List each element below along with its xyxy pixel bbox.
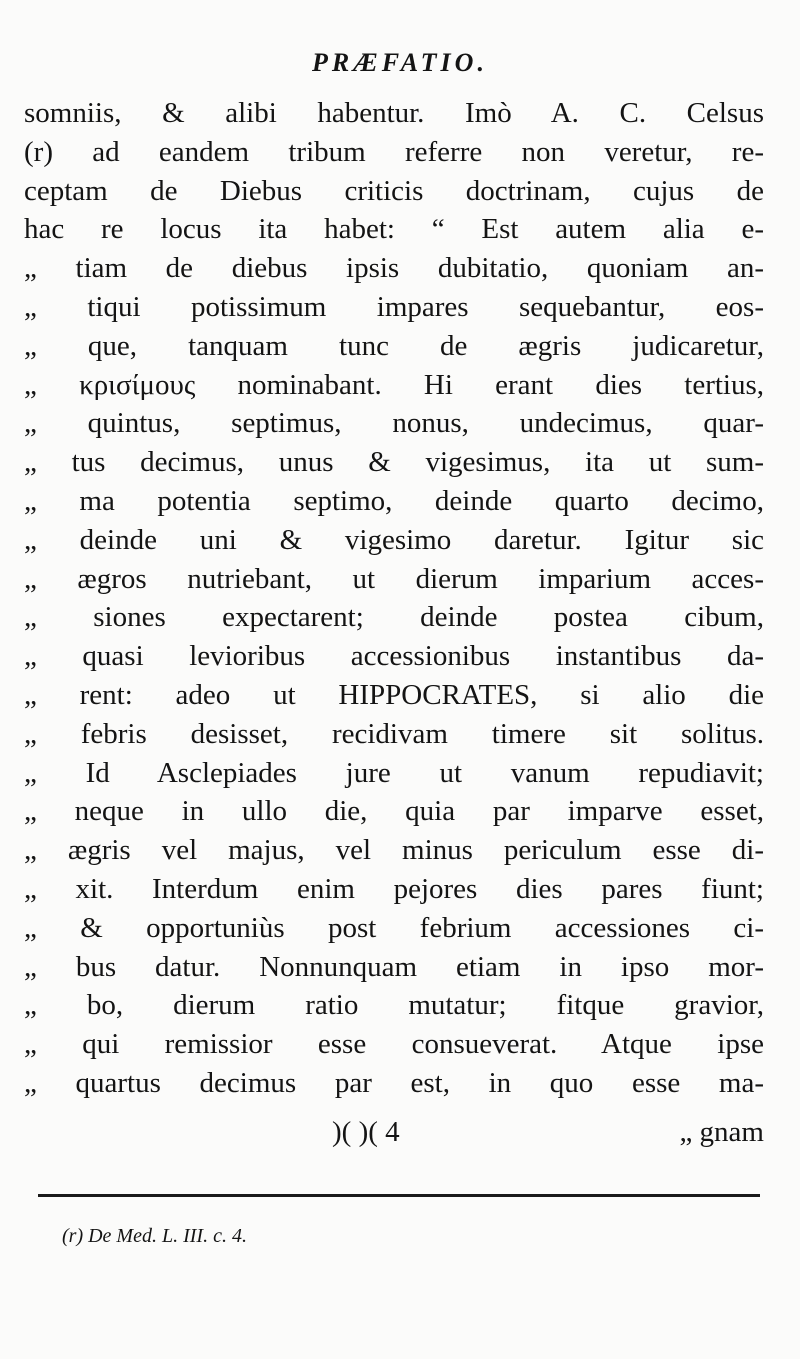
text-line: „ siones expectarent; deinde postea cibum, xyxy=(24,601,764,634)
text-line: „ deinde uni & vigesimo daretur. Igitur sic xyxy=(24,523,764,556)
running-head: PRÆFATIO. xyxy=(312,48,488,77)
footnote: (r) De Med. L. III. c. 4. xyxy=(62,1225,247,1247)
text-line: „ Id Asclepiades jure ut vanum repudiavit; xyxy=(24,756,764,789)
main-text xyxy=(24,94,764,1103)
text-line: „ κρισίμους nominabant. Hi erant dies tertius, xyxy=(24,368,764,401)
signature-line xyxy=(24,1112,764,1152)
text-line: „ febris desisset, recidivam timere sit solitus. xyxy=(24,717,764,750)
signature-mark: )( )( 4 xyxy=(332,1116,400,1148)
text-line: „ bo, dierum ratio mutatur; fitque gravior, xyxy=(24,989,764,1022)
text-line: „ quartus decimus par est, in quo esse ma- xyxy=(24,1066,764,1099)
text-line: „ que, tanquam tunc de ægris judicaretur, xyxy=(24,329,764,362)
text-line: (r) ad eandem tribum referre non veretur, re- xyxy=(24,135,764,168)
text-line: ceptam de Diebus criticis doctrinam, cujus de xyxy=(24,174,764,207)
text-line: „ bus datur. Nonnunquam etiam in ipso mor- xyxy=(24,950,764,983)
text-line: „ tus decimus, unus & vigesimus, ita ut sum- xyxy=(24,446,764,479)
text-line: „ neque in ullo die, quia par imparve esset, xyxy=(24,795,764,828)
text-line: „ ægros nutriebant, ut dierum imparium acces- xyxy=(24,562,764,595)
text-line: „ tiqui potissimum impares sequebantur, eos- xyxy=(24,290,764,323)
text-line: „ ægris vel majus, vel minus periculum esse di- xyxy=(24,834,764,867)
text-line: „ ma potentia septimo, deinde quarto decimo, xyxy=(24,484,764,517)
catchword: „ gnam xyxy=(679,1116,764,1148)
footnote-rule xyxy=(38,1194,760,1197)
text-line: hac re locus ita habet: “ Est autem alia e- xyxy=(24,213,764,246)
text-line: „ qui remissior esse consueverat. Atque ipse xyxy=(24,1028,764,1061)
text-line: „ tiam de diebus ipsis dubitatio, quoniam an- xyxy=(24,252,764,285)
text-line: „ quintus, septimus, nonus, undecimus, quar- xyxy=(24,407,764,440)
text-line: „ quasi levioribus accessionibus instantibus da- xyxy=(24,640,764,673)
text-line: somniis, & alibi habentur. Imò A. C. Celsus xyxy=(24,97,764,129)
text-line: „ rent: adeo ut HIPPOCRATES, si alio die xyxy=(24,678,764,711)
text-line: „ & opportuniùs post febrium accessiones ci- xyxy=(24,911,764,944)
text-line: „ xit. Interdum enim pejores dies pares fiunt; xyxy=(24,872,764,905)
